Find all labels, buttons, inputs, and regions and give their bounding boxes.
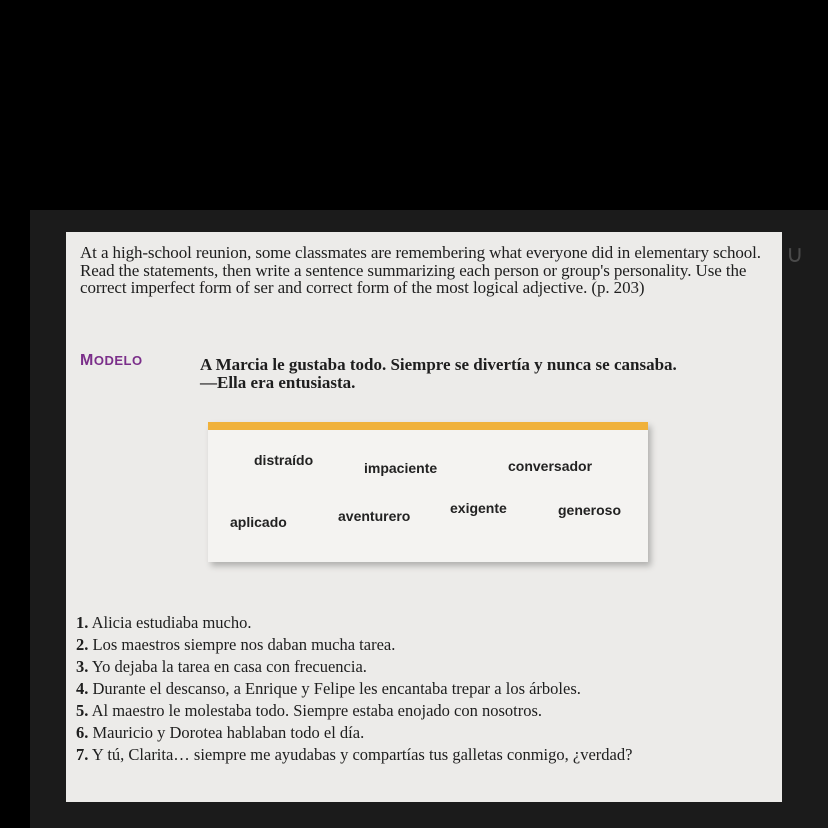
instructions-text: At a high-school reunion, some classmates are remembering what everyone did in elementary school. Read the statements, then write a sentence summarizing each person or group's personality. Use the correct imperfect form of ser and correct form of the most logical adjective. (p. 203) [80,243,761,297]
word-aventurero: aventurero [338,508,411,524]
modelo-example [200,356,760,392]
exercise-list [76,612,632,766]
word-distraido: distraído [254,452,314,468]
textbook-page [66,232,782,802]
list-item: 2. Los maestros siempre nos daban mucha tarea. [76,635,396,654]
modelo-label-initial: M [80,352,94,369]
modelo-line-1: A Marcia le gustaba todo. Siempre se divertía y nunca se cansaba. [200,355,677,374]
list-item: 6. Mauricio y Dorotea hablaban todo el día. [76,723,365,742]
modelo-line-2: —Ella era entusiasta. [200,373,356,392]
list-item: 7. Y tú, Clarita… siempre me ayudabas y compartías tus galletas conmigo, ¿verdad? [76,745,633,764]
word-bank-header-bar [208,422,648,430]
modelo-label [80,352,143,370]
word-bank [208,422,648,562]
word-exigente: exigente [450,500,507,516]
list-item: 3. Yo dejaba la tarea en casa con frecuencia. [76,657,367,676]
word-conversador: conversador [508,458,593,474]
list-item: 5. Al maestro le molestaba todo. Siempre estaba enojado con nosotros. [76,701,543,720]
word-aplicado: aplicado [230,514,287,530]
background-glyph: ∪ [786,241,804,268]
modelo-label-rest: ODELO [93,353,143,368]
list-item: 4. Durante el descanso, a Enrique y Felipe les encantaba trepar a los árboles. [76,679,581,698]
word-generoso: generoso [558,502,622,518]
word-impaciente: impaciente [364,460,438,476]
list-item: 1. Alicia estudiaba mucho. [76,613,252,632]
